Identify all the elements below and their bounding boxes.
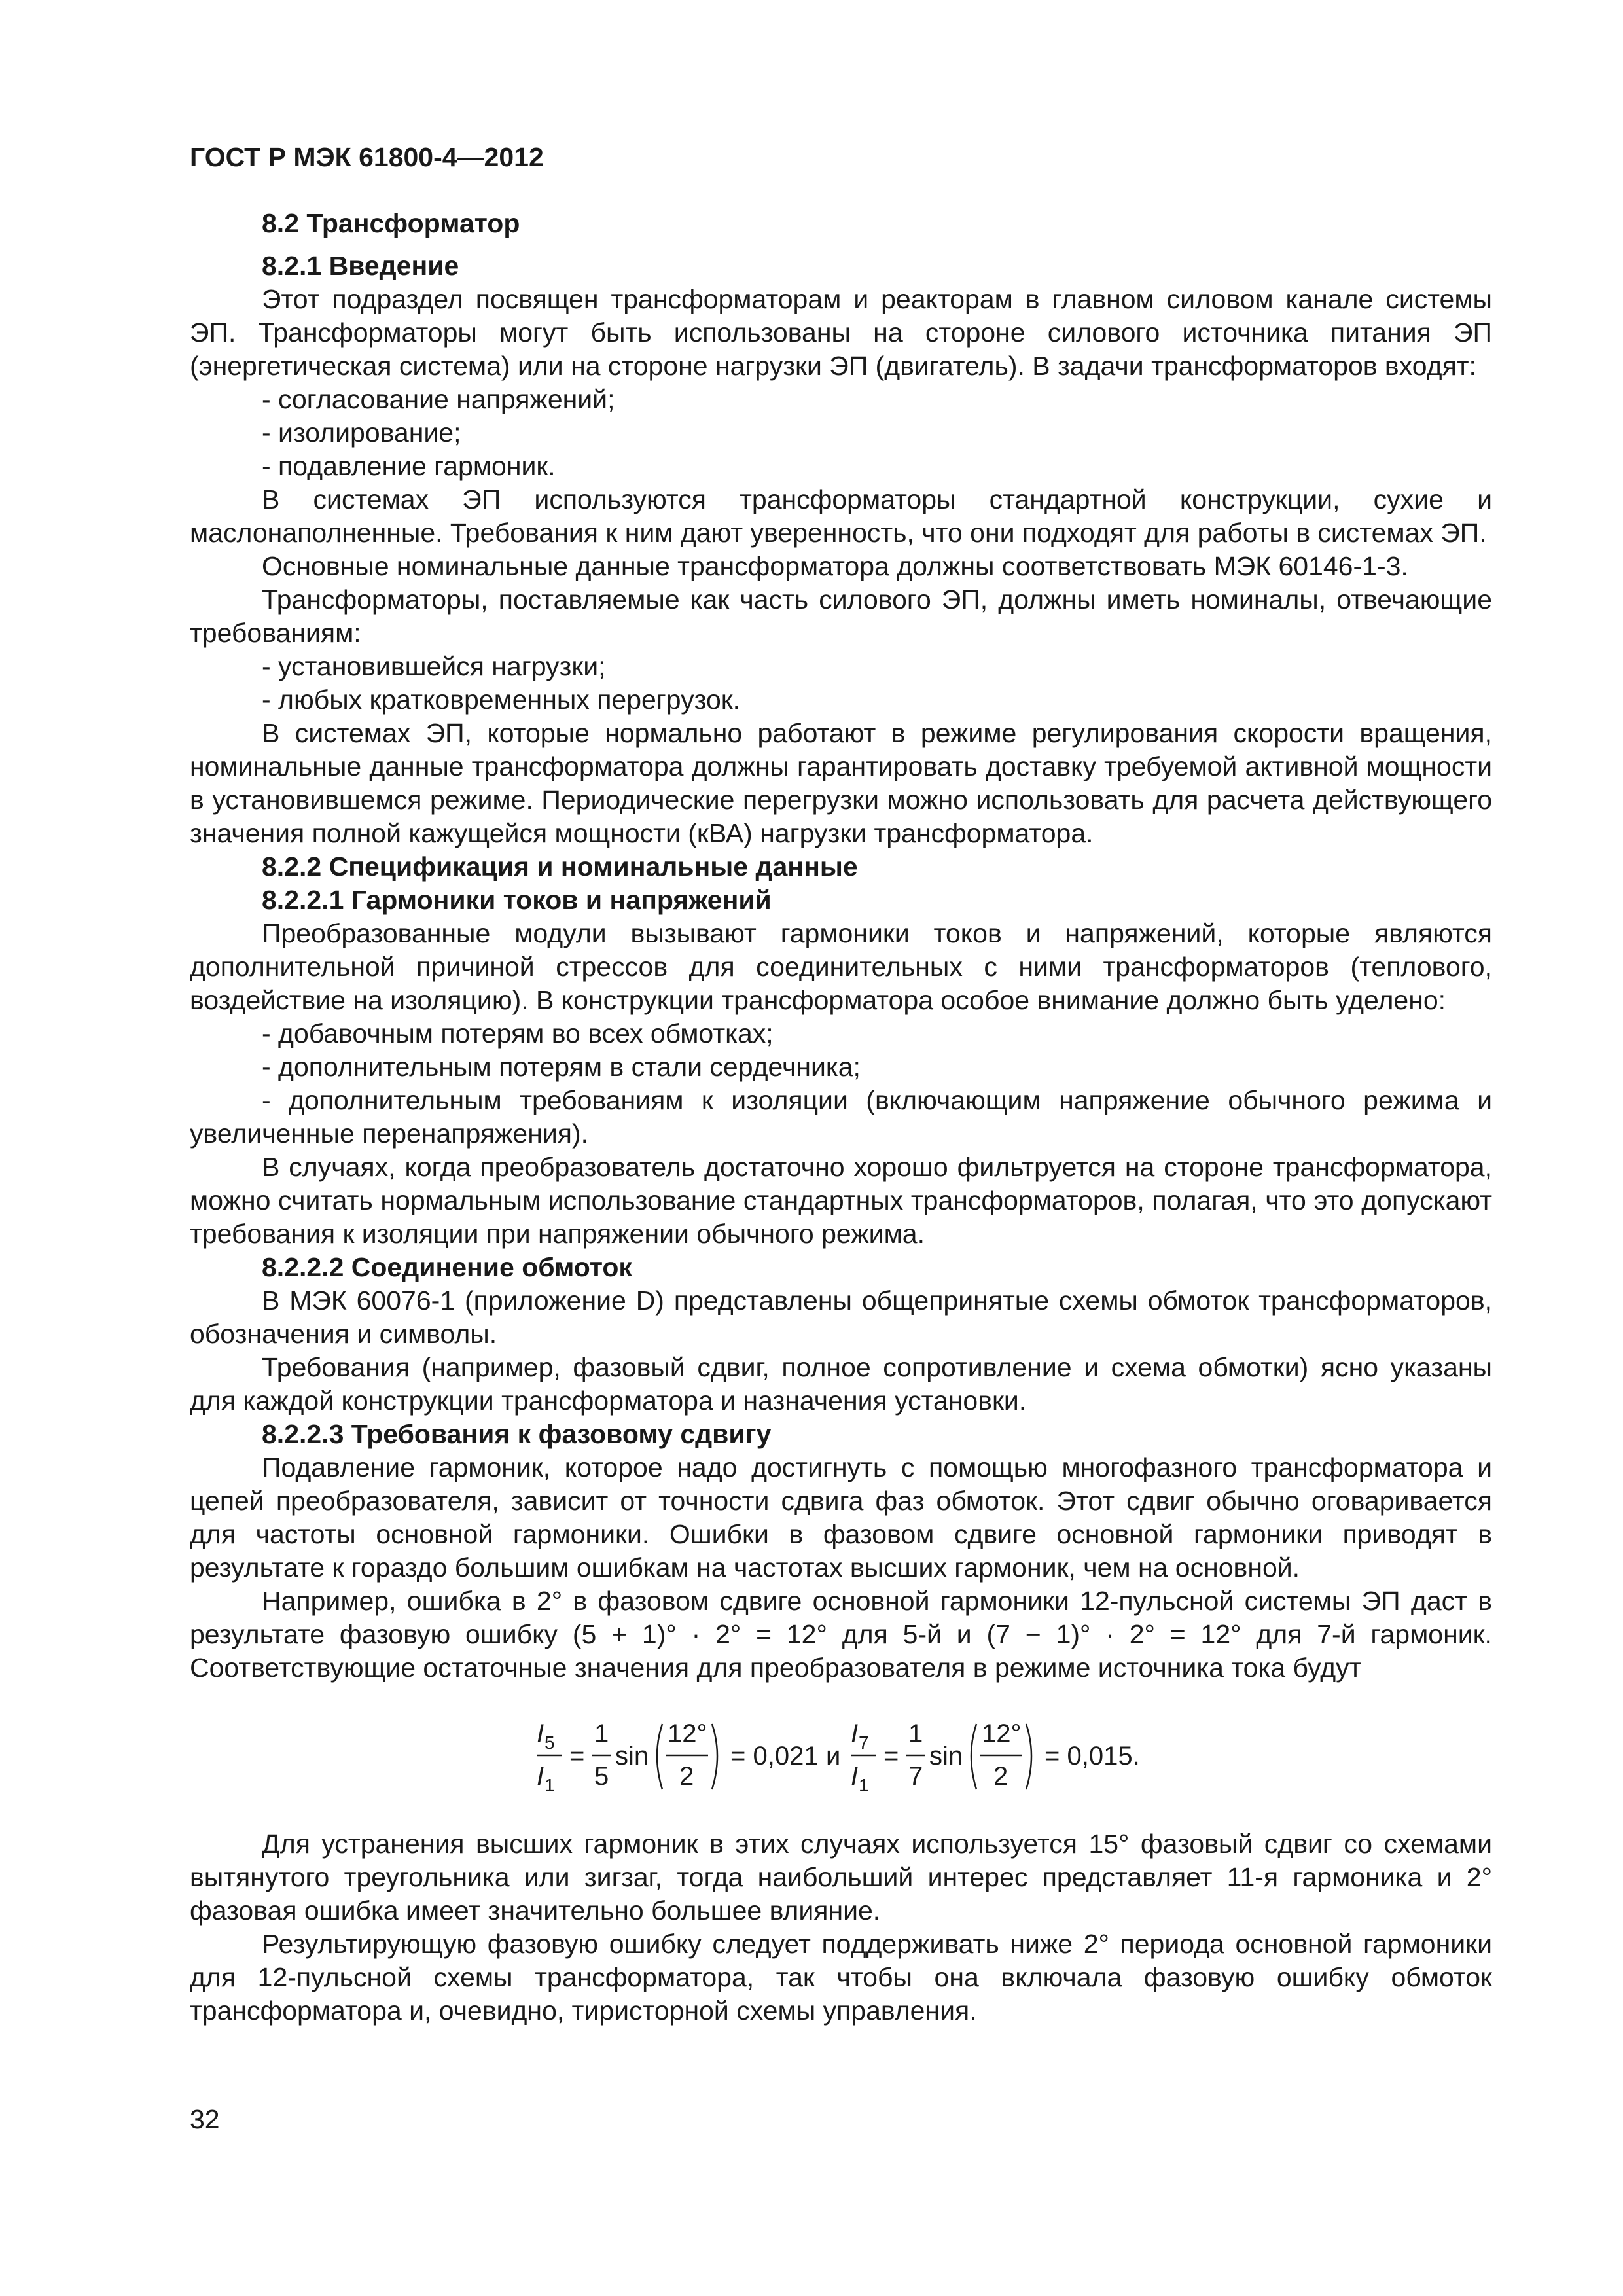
five: 5 bbox=[594, 1762, 609, 1791]
paragraph: Трансформаторы, поставляемые как часть силового ЭП, должны иметь номиналы, отвечающие требованиям: bbox=[190, 584, 1492, 648]
paragraph: Преобразованные модули вызывают гармоники токов и напряжений, которые являются дополнительной причиной стрессов для соединительных с ними трансформаторов (теплового, воздействие на изоляцию). В конструкции трансформатора особое внимание должно быть уделено: bbox=[190, 918, 1492, 1015]
two-a: 2 bbox=[679, 1762, 694, 1791]
paragraph: В случаях, когда преобразователь достаточно хорошо фильтруется на стороне трансформатора, можно считать нормальным использование стандартных трансформаторов, полагая, что это допускают требования к изоляции при напряжении обычного режима. bbox=[190, 1152, 1492, 1249]
i1-sub: 1 bbox=[544, 1775, 555, 1795]
one-b: 1 bbox=[908, 1719, 923, 1748]
two-b: 2 bbox=[993, 1762, 1008, 1791]
i7-sub: 7 bbox=[859, 1732, 869, 1753]
paragraph: Основные номинальные данные трансформатора должны соответствовать МЭК 60146-1-3. bbox=[262, 551, 1408, 581]
deg-a: 12° bbox=[668, 1719, 707, 1748]
heading-8-2-1: 8.2.1 Введение bbox=[262, 251, 459, 281]
text: для 7-й гармоник. Соответствующие остаточные значения для преобразователя в режиме источника тока будут bbox=[190, 1619, 1492, 1683]
heading-8-2: 8.2 Трансформатор bbox=[262, 208, 520, 238]
page-number: 32 bbox=[190, 2104, 220, 2134]
and: и bbox=[826, 1742, 841, 1770]
value-1: = 0,021 bbox=[730, 1742, 819, 1770]
inline-formula: (5 + 1)° · 2° = 12° bbox=[572, 1619, 827, 1649]
formula-svg bbox=[537, 1710, 1165, 1801]
list-item: - подавление гармоник. bbox=[262, 451, 556, 481]
list-item: - изолирование; bbox=[262, 418, 461, 448]
i1-b-sub: 1 bbox=[859, 1775, 869, 1795]
paragraph: Для устранения высших гармоник в этих случаях используется 15° фазовый сдвиг со схемами вытянутого треугольника или зигзаг, тогда наибольший интерес представляет 11-я гармоника и 2° фазовая ошибка имеет значительно большее влияние. bbox=[190, 1829, 1492, 1926]
paragraph: Подавление гармоник, которое надо достигнуть с помощью многофазного трансформатора и цепей преобразователя, зависит от точности сдвига фаз обмоток. Этот сдвиг обычно оговаривается для частоты основной гармоники. Ошибки в фазовом сдвиге основной гармоники приводят в результате к гораздо большим ошибкам на частотах высших гармоник, чем на основной. bbox=[190, 1452, 1492, 1583]
deg-b: 12° bbox=[982, 1719, 1022, 1748]
document-page bbox=[190, 141, 1492, 2028]
heading-8-2-2-2: 8.2.2.2 Соединение обмоток bbox=[262, 1252, 632, 1282]
seven: 7 bbox=[908, 1762, 923, 1791]
text: для 5-й и bbox=[842, 1619, 972, 1649]
paragraph: Этот подраздел посвящен трансформаторам и реакторам в главном силовом канале системы ЭП. Трансформаторы могут быть использованы на стороне силового источника питания ЭП (энергетическая система) или на стороне нагрузки ЭП (двигатель). В задачи трансформаторов входят: bbox=[190, 284, 1492, 381]
display-formula bbox=[190, 1710, 1492, 1801]
list-item: - согласование напряжений; bbox=[262, 384, 615, 414]
i5-sub: 5 bbox=[544, 1732, 555, 1753]
heading-8-2-2-3: 8.2.2.3 Требования к фазовому сдвигу bbox=[262, 1419, 772, 1449]
sin-a: sin bbox=[615, 1742, 649, 1770]
inline-formula: (7 − 1)° · 2° = 12° bbox=[986, 1619, 1241, 1649]
paragraph: В системах ЭП, которые нормально работают в режиме регулирования скорости вращения, номинальные данные трансформатора должны гарантировать доставку требуемой активной мощности в установившемся режиме. Периодические перегрузки можно использовать для расчета действующего значения полной кажущейся мощности (кВА) нагрузки трансформатора. bbox=[190, 718, 1492, 848]
heading-8-2-2: 8.2.2 Спецификация и номинальные данные bbox=[262, 852, 858, 882]
document-header: ГОСТ Р МЭК 61800-4—2012 bbox=[190, 142, 544, 172]
list-item: - установившейся нагрузки; bbox=[262, 651, 606, 681]
value-2: = 0,015. bbox=[1044, 1742, 1140, 1770]
paragraph: Требования (например, фазовый сдвиг, полное сопротивление и схема обмотки) ясно указаны для каждой конструкции трансформатора и назначения установки. bbox=[190, 1352, 1492, 1416]
list-item: - дополнительным требованиям к изоляции (включающим напряжение обычного режима и увеличенные перенапряжения). bbox=[190, 1085, 1492, 1149]
heading-8-2-2-1: 8.2.2.1 Гармоники токов и напряжений bbox=[262, 885, 772, 915]
one-a: 1 bbox=[594, 1719, 609, 1748]
paragraph: В МЭК 60076-1 (приложение D) представлены общепринятые схемы обмоток трансформаторов, обозначения и символы. bbox=[190, 1285, 1492, 1349]
paragraph: В системах ЭП используются трансформаторы стандартной конструкции, сухие и маслонаполненные. Требования к ним дают уверенность, что они подходят для работы в системах ЭП. bbox=[190, 484, 1492, 548]
eq2: = bbox=[883, 1742, 899, 1770]
list-item: - любых кратковременных перегрузок. bbox=[262, 685, 741, 715]
sin-b: sin bbox=[929, 1742, 963, 1770]
i1-b: I bbox=[851, 1762, 859, 1791]
list-item: - дополнительным потерям в стали сердечника; bbox=[262, 1052, 861, 1082]
list-item: - добавочным потерям во всех обмотках; bbox=[262, 1018, 774, 1049]
text: Например, ошибка в 2° в фазовом сдвиге основной гармоники 12-пульсной системы ЭП даст в результате фазовую ошибку bbox=[190, 1586, 1492, 1649]
paragraph: Результирующую фазовую ошибку следует поддерживать ниже 2° периода основной гармоники для 12-пульсной схемы трансформатора, так чтобы она включала фазовую ошибку обмоток трансформатора и, очевидно, тиристорной схемы управления. bbox=[190, 1929, 1492, 2026]
i1: I bbox=[537, 1762, 544, 1791]
i7: I bbox=[851, 1719, 859, 1748]
i5: I bbox=[537, 1719, 544, 1748]
paragraph-with-inline-formula bbox=[190, 1585, 1492, 1685]
eq1: = bbox=[569, 1742, 585, 1770]
